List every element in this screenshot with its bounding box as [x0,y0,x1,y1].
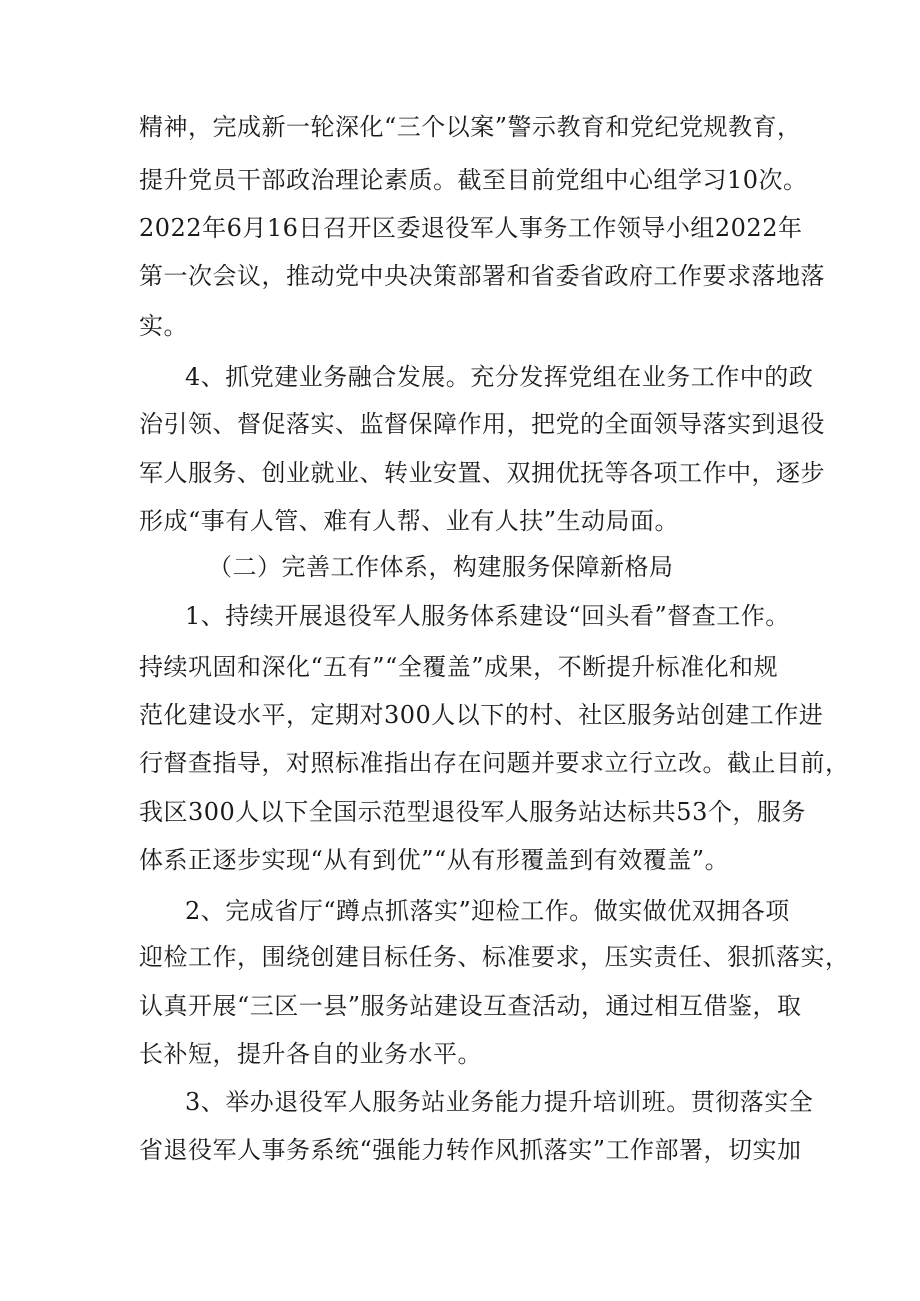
body-text-line: 体系正逐步实现“从有到优”“从有形覆盖到有效覆盖”。 [139,846,730,874]
body-text-line: 范化建设水平，定期对300人以下的村、社区服务站创建工作进 [139,701,824,729]
body-text-line: 行督查指导，对照标准指出存在问题并要求立行立改。截止目前， [139,749,850,777]
paragraph-heading-1: 1、持续开展退役军人服务体系建设“回头看”督查工作。 [185,602,790,630]
body-text-line: 长补短，提升各自的业务水平。 [139,1040,482,1068]
section-heading: （二）完善工作体系，构建服务保障新格局 [208,553,674,581]
paragraph-heading-3: 3、举办退役军人服务站业务能力提升培训班。贯彻落实全 [185,1088,814,1116]
body-text-line: 实。 [139,312,188,340]
body-text-line: 2022年6月16日召开区委退役军人事务工作领导小组2022年 [139,214,803,242]
body-text-line: 精神，完成新一轮深化“三个以案”警示教育和党纪党规教育， [139,113,802,141]
body-text-line: 军人服务、创业就业、转业安置、双拥优抚等各项工作中，逐步 [139,459,825,487]
paragraph-heading-4: 4、抓党建业务融合发展。充分发挥党组在业务工作中的政 [185,363,814,391]
body-text-line: 认真开展“三区一县”服务站建设互查活动，通过相互借鉴，取 [139,992,802,1020]
body-text-line: 治引领、督促落实、监督保障作用，把党的全面领导落实到退役 [139,410,825,438]
body-text-line: 迎检工作，围绕创建目标任务、标准要求，压实责任、狠抓落实， [139,943,850,971]
body-text-line: 提升党员干部政治理论素质。截至目前党组中心组学习10次。 [139,166,808,194]
body-text-line: 第一次会议，推动党中央决策部署和省委省政府工作要求落地落 [139,262,825,290]
body-text-line: 省退役军人事务系统“强能力转作风抓落实”工作部署，切实加 [139,1136,802,1164]
body-text-line: 持续巩固和深化“五有”“全覆盖”成果，不断提升标准化和规 [139,653,779,681]
paragraph-heading-2: 2、完成省厅“蹲点抓落实”迎检工作。做实做优双拥各项 [185,897,790,925]
body-text-line: 我区300人以下全国示范型退役军人服务站达标共53个，服务 [139,798,806,826]
body-text-line: 形成“事有人管、难有人帮、业有人扶”生动局面。 [139,507,680,535]
